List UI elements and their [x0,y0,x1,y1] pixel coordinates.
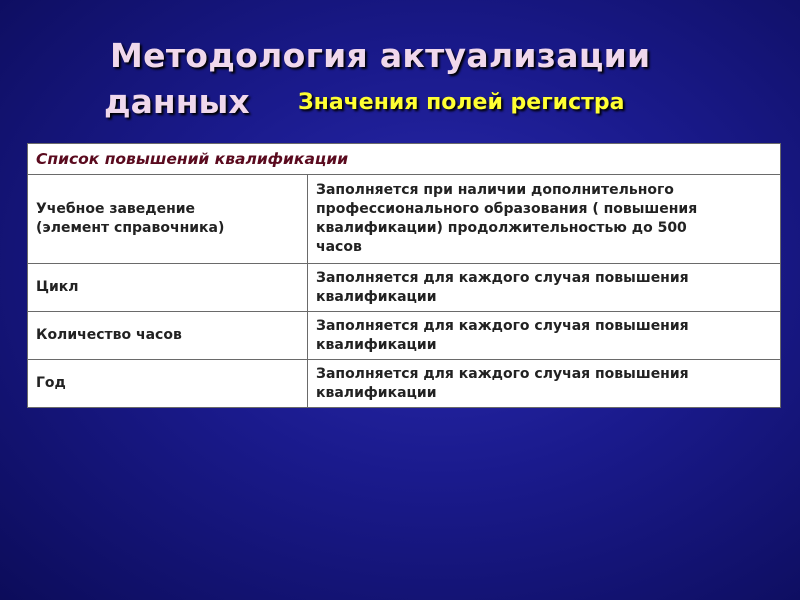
table-row [28,264,781,312]
slide-title-line-1: Методология актуализации [110,36,651,75]
description-line: часов [316,239,362,255]
description-line: Заполняется при наличии дополнительного [316,182,674,198]
field-name-cell [28,360,308,408]
description-line: квалификации [316,288,437,305]
slide-subtitle: Значения полей регистра [298,90,625,115]
field-description-cell [308,360,781,408]
field-name-line: Год [36,375,66,391]
field-description-cell [308,264,781,312]
description-line: Заполняется для каждого случая повышения [316,317,689,334]
field-name-cell [28,175,308,264]
table-header-row [28,144,781,175]
table-row [28,175,781,264]
description-line: Заполняется для каждого случая повышения [316,269,689,286]
description-line: квалификации) продолжительностью до 500 [316,220,687,236]
field-description-cell [308,175,781,264]
field-name-line: Учебное заведение [36,201,196,217]
table-row [28,312,781,360]
description-line: Заполняется для каждого случая повышения [316,365,689,382]
table-header: Список повышений квалификации [28,144,781,175]
field-name-line: Цикл [36,279,79,295]
description-line: квалификации [316,384,437,401]
field-name-cell [28,264,308,312]
description-line: профессионального образования ( повышения [316,201,698,217]
description-line: квалификации [316,336,437,353]
table-row [28,360,781,408]
field-name-line: (элемент справочника) [36,220,225,236]
register-fields-table [27,143,781,408]
field-name-line: Количество часов [36,327,182,343]
field-description-cell [308,312,781,360]
field-name-cell [28,312,308,360]
slide-title-line-2: данных [104,82,250,121]
